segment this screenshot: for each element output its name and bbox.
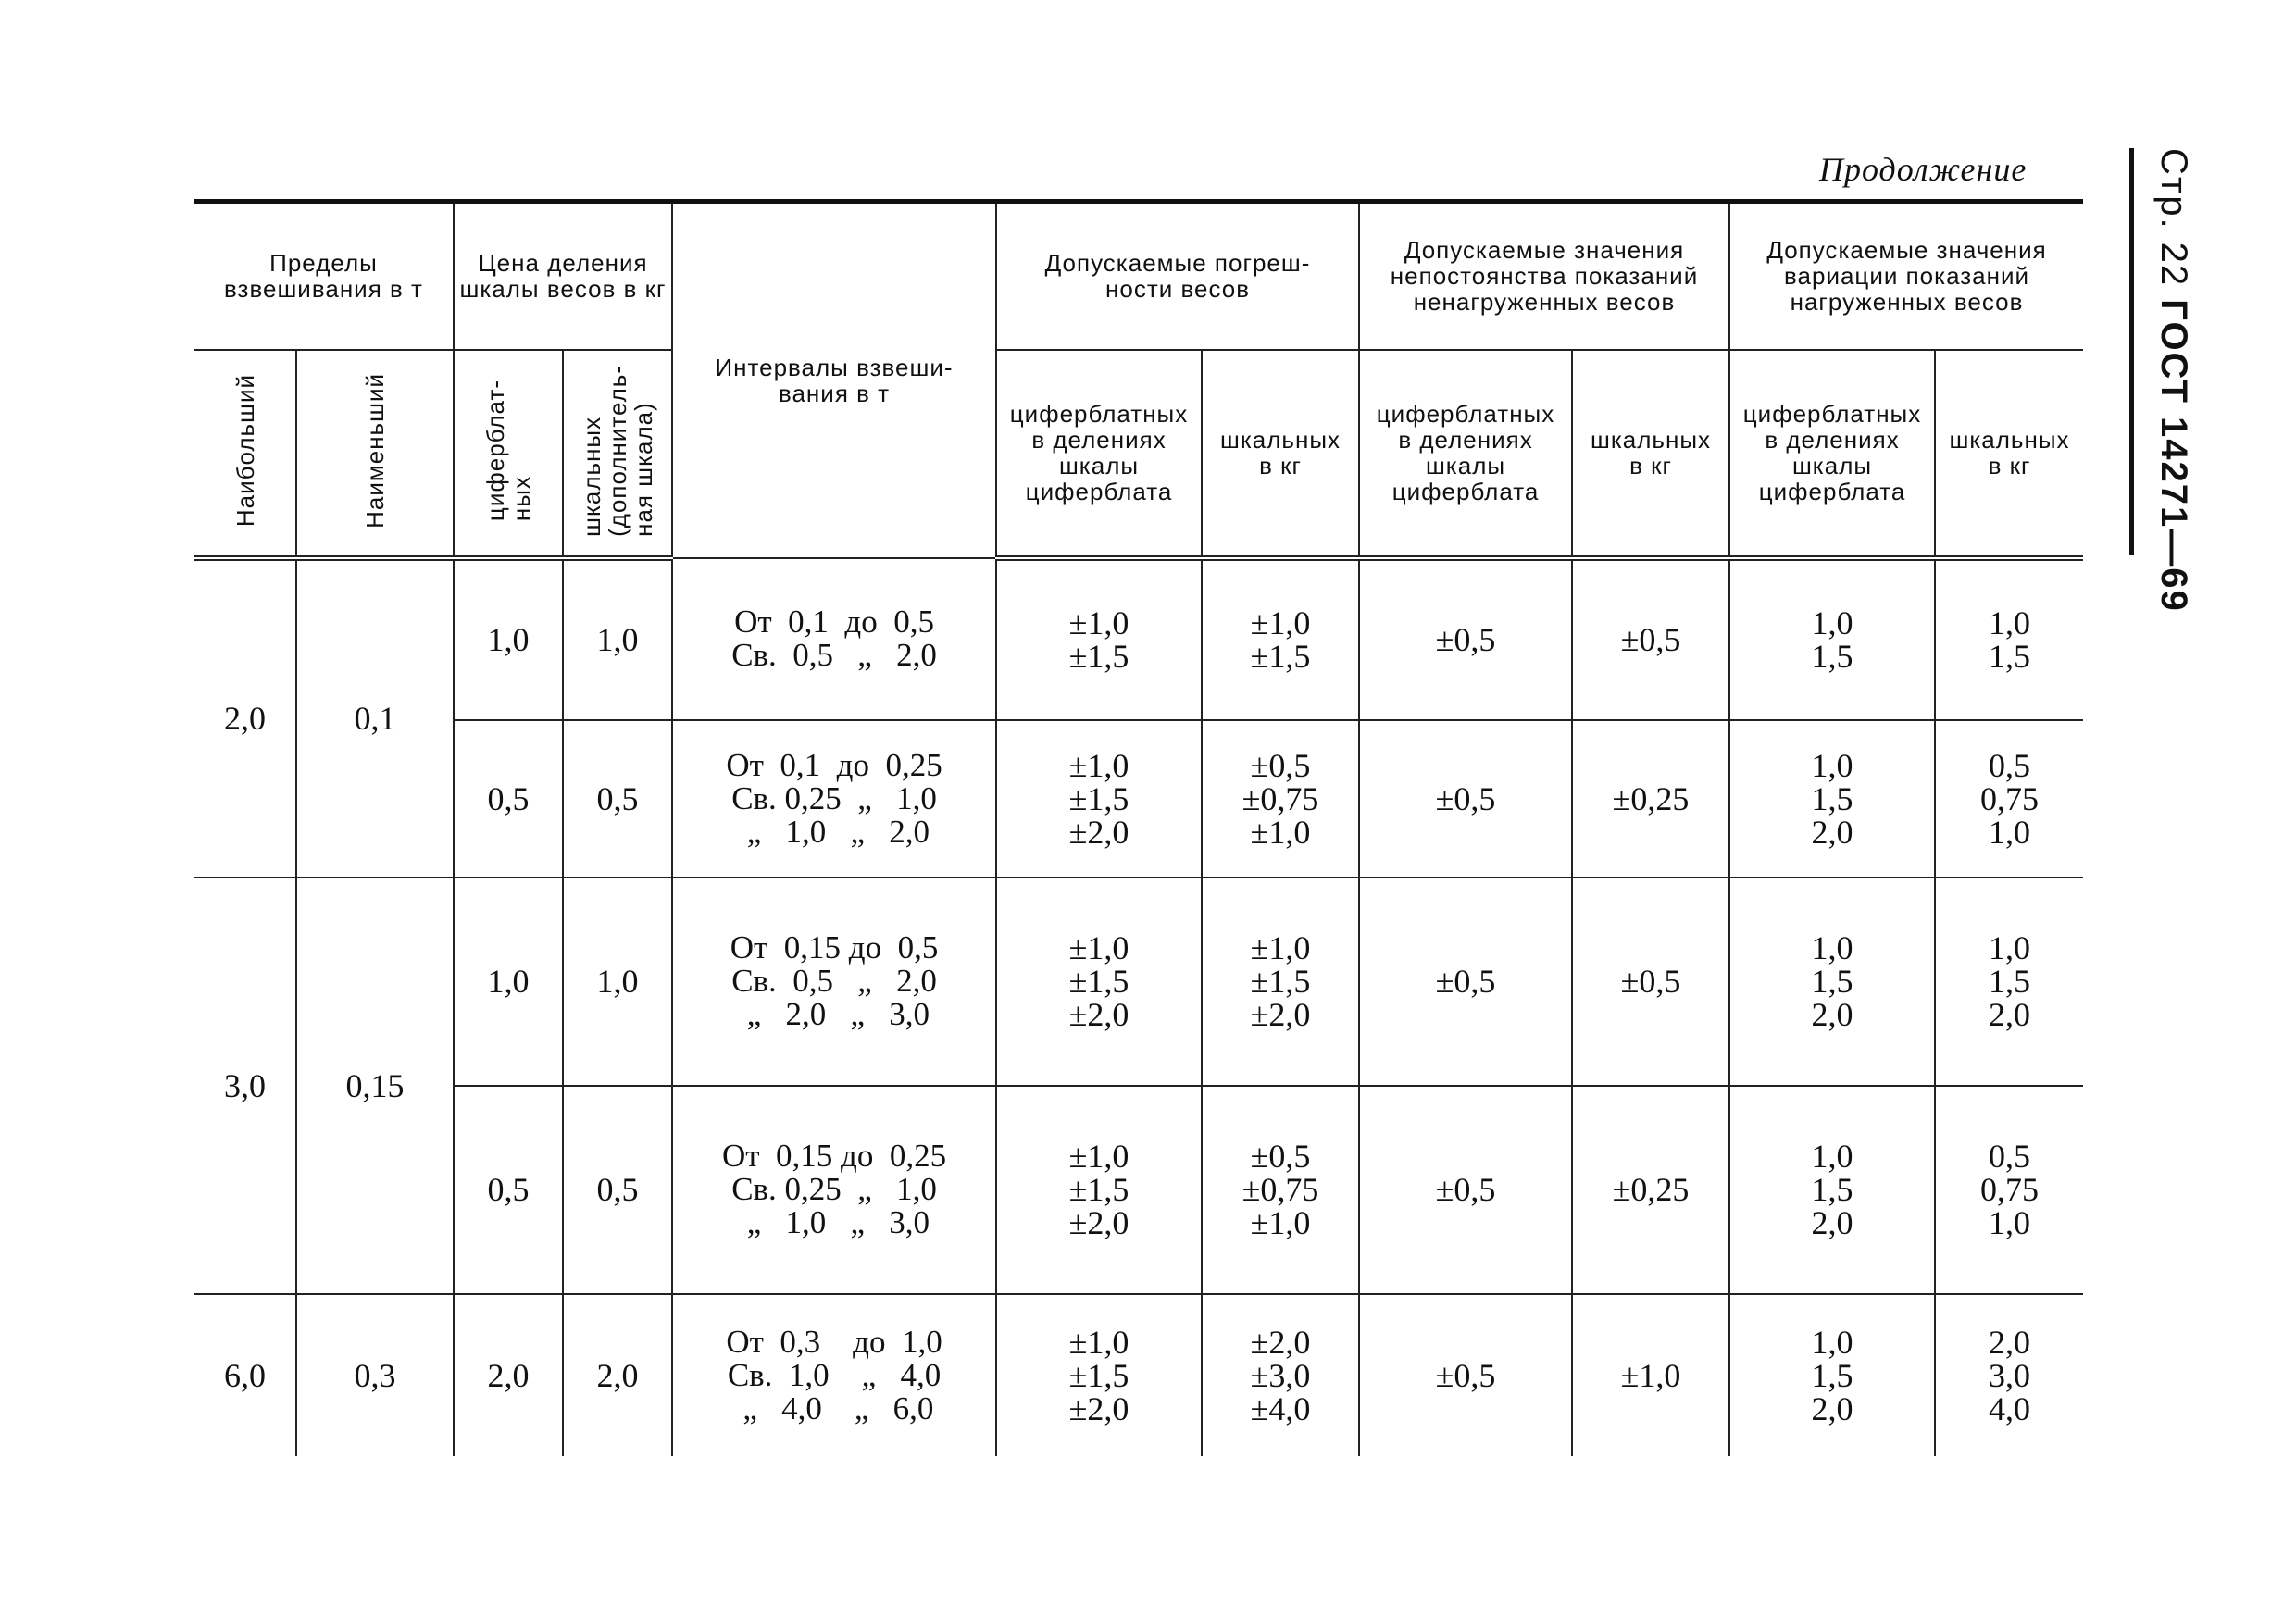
cell-errors-dial: ±1,0 ±1,5 ±2,0	[996, 878, 1202, 1086]
cell-errors-dial: ±1,0 ±1,5 ±2,0	[996, 1086, 1202, 1294]
header-errors-dial: циферблатных в делениях шкалы циферблата	[996, 350, 1202, 558]
table-row	[194, 558, 2083, 720]
cell-intervals: От 0,3 до 1,0 Св. 1,0 „ 4,0 „ 4,0 „ 6,0	[672, 1294, 996, 1456]
cell-division-dial: 0,5	[454, 720, 563, 878]
cell-variation-scale: 0,5 0,75 1,0	[1935, 1086, 2083, 1294]
cell-variation-dial: 1,0 1,5 2,0	[1729, 1294, 1935, 1456]
header-variation: Допускаемые значения вариации показаний нагруженных весов	[1729, 202, 2083, 350]
cell-instability-scale: ±0,5	[1572, 878, 1729, 1086]
cell-errors-scale: ±0,5 ±0,75 ±1,0	[1202, 1086, 1359, 1294]
cell-instability-dial: ±0,5	[1359, 558, 1572, 720]
cell-division-scale: 0,5	[563, 720, 672, 878]
cell-limit-min: 0,15	[296, 878, 454, 1294]
cell-variation-scale: 1,0 1,5	[1935, 558, 2083, 720]
cell-intervals: От 0,1 до 0,5 Св. 0,5 „ 2,0	[672, 558, 996, 720]
cell-division-dial: 1,0	[454, 878, 563, 1086]
header-limit-min: Наименьший	[296, 350, 454, 558]
cell-instability-scale: ±0,25	[1572, 1086, 1729, 1294]
header-instability-dial: циферблатных в делениях шкалы циферблата	[1359, 350, 1572, 558]
continuation-label: Продолжение	[1819, 151, 2028, 188]
cell-division-scale: 1,0	[563, 878, 672, 1086]
table-row	[194, 1294, 2083, 1456]
cell-instability-dial: ±0,5	[1359, 1294, 1572, 1456]
cell-division-scale: 0,5	[563, 1086, 672, 1294]
header-instability-scale: шкальных в кг	[1572, 350, 1729, 558]
side-page-label	[2120, 148, 2194, 613]
cell-errors-dial: ±1,0 ±1,5 ±2,0	[996, 720, 1202, 878]
cell-errors-scale: ±2,0 ±3,0 ±4,0	[1202, 1294, 1359, 1456]
side-standard-number: ГОСТ 14271—69	[2153, 299, 2194, 613]
header-division-dial: циферблат- ных	[454, 350, 563, 558]
header-division-scale: шкальных (дополнитель- ная шкала)	[563, 350, 672, 558]
cell-intervals: От 0,1 до 0,25 Св. 0,25 „ 1,0 „ 1,0 „ 2,0	[672, 720, 996, 878]
cell-variation-scale: 1,0 1,5 2,0	[1935, 878, 2083, 1086]
table-row	[194, 720, 2083, 878]
header-division: Цена деления шкалы весов в кг	[454, 202, 672, 350]
cell-errors-scale: ±0,5 ±0,75 ±1,0	[1202, 720, 1359, 878]
cell-errors-dial: ±1,0 ±1,5	[996, 558, 1202, 720]
cell-division-dial: 1,0	[454, 558, 563, 720]
cell-limit-max: 6,0	[194, 1294, 296, 1456]
cell-division-dial: 2,0	[454, 1294, 563, 1456]
cell-instability-scale: ±0,5	[1572, 558, 1729, 720]
cell-instability-dial: ±0,5	[1359, 720, 1572, 878]
cell-intervals: От 0,15 до 0,5 Св. 0,5 „ 2,0 „ 2,0 „ 3,0	[672, 878, 996, 1086]
cell-variation-dial: 1,0 1,5 2,0	[1729, 720, 1935, 878]
header-errors: Допускаемые погреш- ности весов	[996, 202, 1359, 350]
cell-variation-dial: 1,0 1,5 2,0	[1729, 878, 1935, 1086]
cell-variation-scale: 0,5 0,75 1,0	[1935, 720, 2083, 878]
cell-errors-dial: ±1,0 ±1,5 ±2,0	[996, 1294, 1202, 1456]
cell-intervals: От 0,15 до 0,25 Св. 0,25 „ 1,0 „ 1,0 „ 3,0	[672, 1086, 996, 1294]
header-instability: Допускаемые значения непостоянства показаний ненагруженных весов	[1359, 202, 1729, 350]
table-row	[194, 878, 2083, 1086]
cell-limit-max: 3,0	[194, 878, 296, 1294]
cell-instability-dial: ±0,5	[1359, 1086, 1572, 1294]
header-limit-max: Наибольший	[194, 350, 296, 558]
cell-limit-min: 0,3	[296, 1294, 454, 1456]
tolerance-table	[194, 199, 2083, 1456]
cell-limit-max: 2,0	[194, 558, 296, 878]
header-errors-scale: шкальных в кг	[1202, 350, 1359, 558]
cell-instability-scale: ±1,0	[1572, 1294, 1729, 1456]
cell-division-scale: 1,0	[563, 558, 672, 720]
cell-instability-dial: ±0,5	[1359, 878, 1572, 1086]
header-variation-dial: циферблатных в делениях шкалы циферблата	[1729, 350, 1935, 558]
cell-instability-scale: ±0,25	[1572, 720, 1729, 878]
side-page-number: Стр. 22	[2153, 148, 2194, 288]
cell-division-scale: 2,0	[563, 1294, 672, 1456]
cell-variation-scale: 2,0 3,0 4,0	[1935, 1294, 2083, 1456]
cell-variation-dial: 1,0 1,5 2,0	[1729, 1086, 1935, 1294]
cell-limit-min: 0,1	[296, 558, 454, 878]
header-intervals: Интервалы взвеши- вания в т	[672, 202, 996, 558]
table-row	[194, 1086, 2083, 1294]
cell-variation-dial: 1,0 1,5	[1729, 558, 1935, 720]
header-limits: Пределы взвешивания в т	[194, 202, 454, 350]
cell-errors-scale: ±1,0 ±1,5	[1202, 558, 1359, 720]
header-variation-scale: шкальных в кг	[1935, 350, 2083, 558]
cell-division-dial: 0,5	[454, 1086, 563, 1294]
cell-errors-scale: ±1,0 ±1,5 ±2,0	[1202, 878, 1359, 1086]
